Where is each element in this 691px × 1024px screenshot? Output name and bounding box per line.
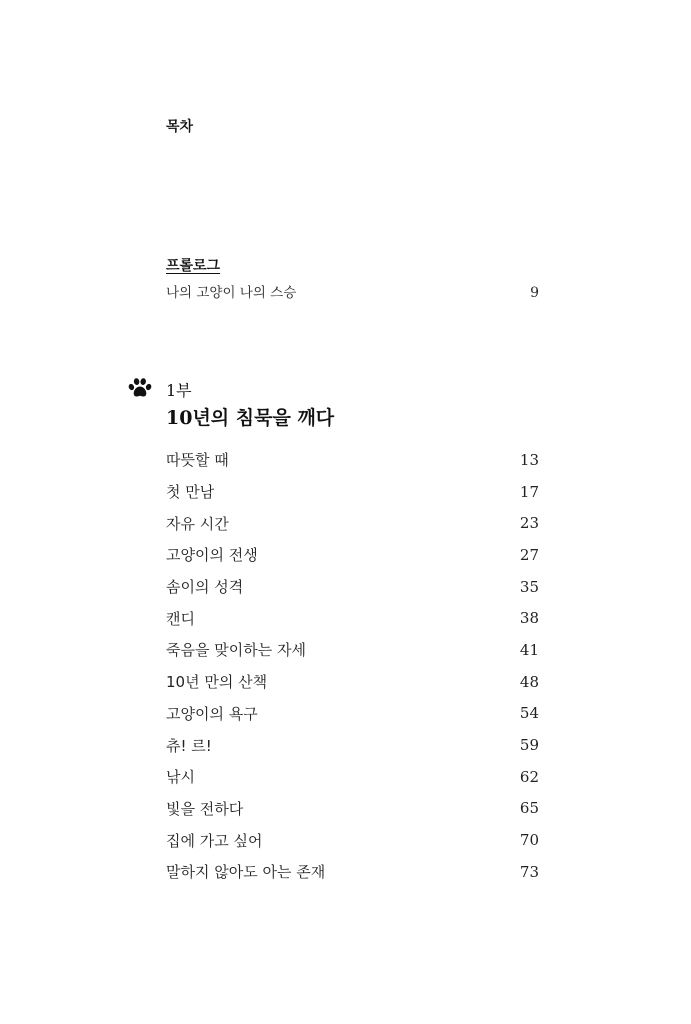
toc-entry-page: 54 xyxy=(519,704,539,723)
toc-entry-page: 35 xyxy=(519,577,539,596)
toc-entry[interactable] xyxy=(166,761,539,793)
toc-entry-page: 73 xyxy=(519,862,539,881)
toc-entry-page: 65 xyxy=(519,799,539,818)
toc-entry-title: 죽음을 맞이하는 자세 xyxy=(166,641,306,660)
toc-entry-title: 츄! 르! xyxy=(166,736,212,755)
toc-entry[interactable] xyxy=(166,729,539,761)
toc-entry-title: 솜이의 성격 xyxy=(166,578,244,597)
toc-entry[interactable] xyxy=(166,824,539,856)
toc-entry-page: 62 xyxy=(519,767,539,786)
toc-heading: 목차 xyxy=(166,119,194,135)
part-title: 10년의 침묵을 깨다 xyxy=(166,407,335,429)
toc-entry-page: 59 xyxy=(519,736,539,755)
prologue-label: 프롤로그 xyxy=(166,258,221,274)
toc-entry-page: 13 xyxy=(519,450,539,469)
prologue-entry-page: 9 xyxy=(530,285,539,301)
toc-entry[interactable] xyxy=(166,634,539,666)
toc-entry-title: 집에 가고 싶어 xyxy=(166,831,263,850)
toc-entry-page: 17 xyxy=(519,482,539,501)
toc-entry-title: 낚시 xyxy=(166,768,195,787)
toc-entry-title: 첫 만남 xyxy=(166,483,215,502)
toc-entry-title: 10년 만의 산책 xyxy=(166,673,268,692)
part-label: 1부 xyxy=(166,381,192,400)
toc-entry[interactable] xyxy=(166,793,539,825)
toc-entry[interactable] xyxy=(166,698,539,730)
toc-entry-title: 따뜻할 때 xyxy=(166,451,229,470)
toc-entry-page: 38 xyxy=(519,609,539,628)
toc-entry[interactable] xyxy=(166,602,539,634)
toc-entry-title: 캔디 xyxy=(166,609,195,628)
toc-entry-page: 27 xyxy=(519,545,539,564)
prologue-entry-title: 나의 고양이 나의 스승 xyxy=(166,285,297,301)
prologue-entry[interactable] xyxy=(166,281,539,301)
toc-entry-title: 고양이의 욕구 xyxy=(166,704,258,723)
toc-entry-page: 23 xyxy=(519,514,539,533)
paw-print-icon xyxy=(128,377,152,399)
toc-entry[interactable] xyxy=(166,666,539,698)
toc-entry[interactable] xyxy=(166,476,539,508)
toc-entry-page: 70 xyxy=(519,831,539,850)
toc-entry[interactable] xyxy=(166,507,539,539)
toc-entry-title: 빛을 전하다 xyxy=(166,799,244,818)
toc-list xyxy=(166,444,539,888)
toc-entry[interactable] xyxy=(166,856,539,888)
toc-entry[interactable] xyxy=(166,539,539,571)
toc-entry[interactable] xyxy=(166,444,539,476)
toc-entry-page: 41 xyxy=(519,640,539,659)
toc-entry-title: 말하지 않아도 아는 존재 xyxy=(166,863,326,882)
toc-entry-page: 48 xyxy=(519,672,539,691)
toc-entry[interactable] xyxy=(166,571,539,603)
toc-entry-title: 자유 시간 xyxy=(166,514,229,533)
toc-entry-title: 고양이의 전생 xyxy=(166,546,258,565)
